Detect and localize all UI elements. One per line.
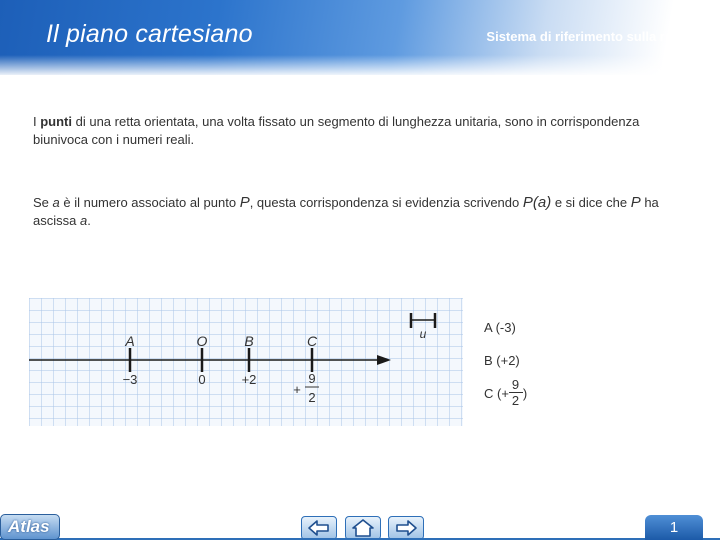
point-label-B: B xyxy=(244,333,254,349)
page-number: 1 xyxy=(669,519,679,536)
point-c-numerator: 9 xyxy=(511,377,520,392)
back-button[interactable] xyxy=(301,516,337,540)
bold-term: punti xyxy=(40,114,72,129)
page-subtitle: Sistema di riferimento sulla retta xyxy=(486,29,688,44)
number-line-diagram xyxy=(29,298,463,426)
home-button[interactable] xyxy=(345,516,381,540)
point-label-C: C xyxy=(306,333,318,349)
page-title: Il piano cartesiano xyxy=(46,20,253,48)
atlas-logo xyxy=(0,514,60,540)
point-c-entry: C (+ $\frac{9}{2}$ ) xyxy=(484,377,528,408)
coord-sign-C: + xyxy=(293,382,301,397)
arrow-left-icon xyxy=(302,517,336,539)
unit-label: u xyxy=(419,327,427,341)
coord-denominator-C: 2 xyxy=(308,390,316,405)
coord-label-O: 0 xyxy=(198,372,206,387)
point-label-O: O xyxy=(196,333,208,349)
arrow-right-icon xyxy=(389,517,423,539)
logo-text: Atlas xyxy=(8,517,50,536)
forward-button[interactable] xyxy=(388,516,424,540)
abscissa-paragraph: Se a è il numero associato al punto P, questa corrispondenza si evidenzia scrivendo P(a) e si dice che P ha ascissa a. xyxy=(33,194,659,228)
coord-label-B: +2 xyxy=(241,372,257,387)
point-label-A: A xyxy=(125,333,135,349)
coord-label-A: −3 xyxy=(122,372,138,387)
coord-numerator-C: 9 xyxy=(308,371,316,386)
point-c-denominator: 2 xyxy=(511,393,520,408)
page-number-badge xyxy=(645,515,703,540)
home-icon xyxy=(346,517,380,539)
point-b-entry: B (+2) xyxy=(484,353,520,368)
definition-paragraph: I punti di una retta orientata, una volta fissato un segmento di lunghezza unitaria, sono in corrispondenza biunivoca con i numeri reali. xyxy=(33,114,640,147)
point-a-entry: A (-3) xyxy=(484,320,516,335)
